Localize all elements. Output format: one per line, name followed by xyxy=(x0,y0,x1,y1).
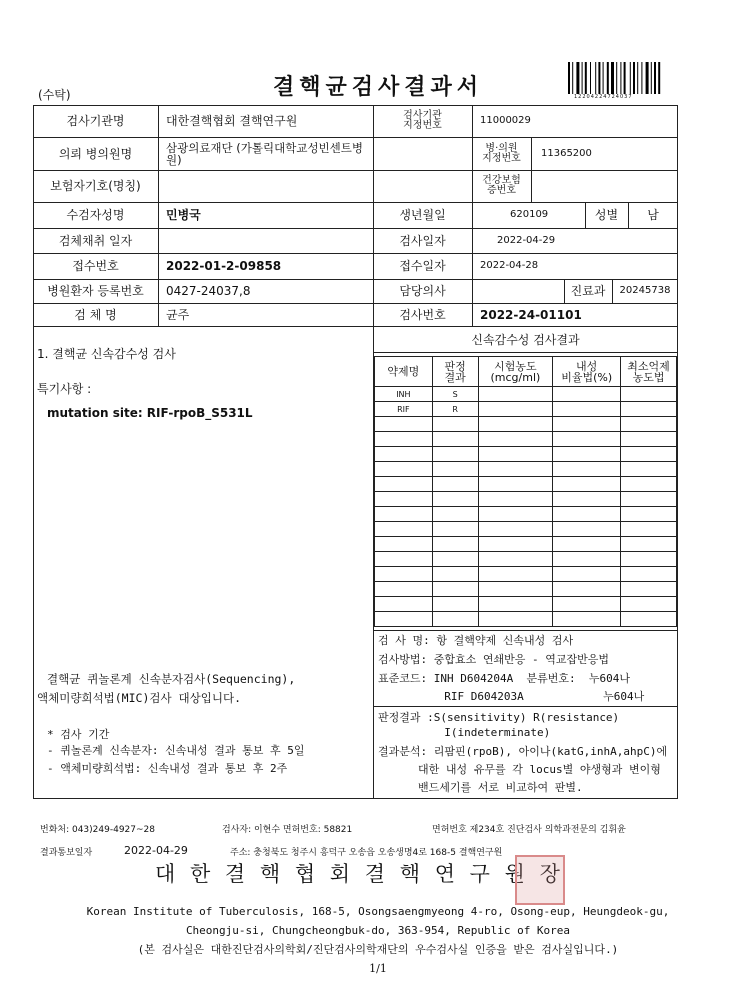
result-row xyxy=(375,402,677,417)
reg-label: 병원환자 등록번호 xyxy=(47,284,144,298)
receipt-label: 접수번호 xyxy=(72,259,119,273)
result-cell xyxy=(432,432,478,447)
period-title: * 검사 기간 xyxy=(47,728,110,741)
result-cell xyxy=(375,537,433,552)
collect-value xyxy=(166,228,371,253)
result-cell xyxy=(375,507,433,522)
patient-value: 민병국 xyxy=(166,208,201,222)
result-table xyxy=(374,356,677,627)
result-cell xyxy=(478,597,553,612)
result-row xyxy=(375,432,677,447)
result-cell xyxy=(478,477,553,492)
specimen-label: 검 체 명 xyxy=(74,307,117,322)
result-cell xyxy=(478,522,553,537)
analysis-3: 밴드세기를 서로 비교하여 판별. xyxy=(418,781,583,794)
result-cell xyxy=(432,612,478,627)
result-cell xyxy=(621,612,677,627)
result-cell xyxy=(478,492,553,507)
result-cell xyxy=(478,552,553,567)
lab-no-value: 11000029 xyxy=(480,115,531,126)
organization-kr: 대 한 결 핵 협 회 결 핵 연 구 원 장 xyxy=(155,862,564,886)
result-table-header xyxy=(375,357,677,387)
collect-label: 검체채취 일자 xyxy=(58,233,133,248)
barcode xyxy=(568,62,680,94)
result-cell: S xyxy=(432,387,478,402)
result-cell xyxy=(621,387,677,402)
result-row xyxy=(375,612,677,627)
result-cell xyxy=(478,387,553,402)
result-cell xyxy=(553,507,621,522)
insured-label: 보험자기호(명칭) xyxy=(50,179,141,193)
result-cell xyxy=(432,492,478,507)
hospital-no-value: 11365200 xyxy=(541,147,592,159)
dept-value: 20245738 xyxy=(619,285,671,296)
result-cell xyxy=(432,507,478,522)
period-2: - 액체미량희석법: 신속내성 결과 통보 후 2주 xyxy=(47,762,288,775)
dept-label: 진료과 xyxy=(570,284,606,298)
result-cell xyxy=(432,597,478,612)
organization-en-1: Korean Institute of Tuberculosis, 168-5, Osongsaengmyeong 4-ro, Osong-eup, Heungdeok-gu, xyxy=(86,905,670,918)
test-no-value: 2022-24-01101 xyxy=(480,307,582,322)
result-cell xyxy=(553,402,621,417)
result-cell xyxy=(621,492,677,507)
result-row xyxy=(375,477,677,492)
header-mic: 최소억제 농도법 xyxy=(621,357,677,387)
result-cell xyxy=(478,417,553,432)
result-cell xyxy=(375,477,433,492)
result-cell xyxy=(375,432,433,447)
result-row xyxy=(375,597,677,612)
insured-no-value xyxy=(541,170,671,202)
result-cell xyxy=(621,462,677,477)
header-proportion: 내성 비율법(%) xyxy=(553,357,621,387)
sex-label: 성별 xyxy=(594,208,619,222)
result-cell xyxy=(621,597,677,612)
result-cell xyxy=(432,447,478,462)
header-drug: 약제명 xyxy=(375,357,433,387)
result-cell xyxy=(375,492,433,507)
report-date-label: 결과통보일자 xyxy=(40,848,93,858)
organization-en-2: Cheongju-si, Chungcheongbuk-do, 363-954, Republic of Korea xyxy=(185,924,571,937)
result-cell xyxy=(432,462,478,477)
result-cell xyxy=(432,477,478,492)
test-item: 1. 결핵균 신속감수성 검사 xyxy=(37,347,176,361)
sex-value: 남 xyxy=(647,208,659,222)
lab-label: 검사기관명 xyxy=(66,114,125,128)
receipt-date-label: 접수일자 xyxy=(399,259,446,273)
result-cell xyxy=(621,402,677,417)
receipt-mark: (수탁) xyxy=(38,88,71,102)
standard-code-1: 표준코드: INH D604204A 분류번호: 누604나 xyxy=(378,672,630,685)
result-cell xyxy=(621,567,677,582)
test-no-label: 검사번호 xyxy=(399,307,446,322)
insured-value xyxy=(166,170,371,202)
result-cell xyxy=(432,537,478,552)
result-row xyxy=(375,387,677,402)
birth-value: 620109 xyxy=(510,209,549,220)
period-1: - 퀴놀론계 신속분자: 신속내성 결과 통보 후 5일 xyxy=(47,744,305,757)
patient-label: 수검자성명 xyxy=(66,208,125,222)
remarks-label: 특기사항 : xyxy=(37,382,92,396)
doctor-label: 담당의사 xyxy=(399,284,446,298)
document-title: 결핵균검사결과서 xyxy=(272,75,484,100)
note-line-2: 액체미량희석법(MIC)검사 대상입니다. xyxy=(37,691,241,705)
result-cell xyxy=(621,582,677,597)
hospital-value: 삼광의료재단 (가톨릭대학교성빈센트병원) xyxy=(166,140,363,167)
result-cell: R xyxy=(432,402,478,417)
result-cell xyxy=(375,447,433,462)
certification: (본 검사실은 대한진단검사의학회/진단검사의학재단의 우수검사실 인증을 받은 검사실입니다.) xyxy=(137,943,619,956)
result-cell xyxy=(478,567,553,582)
result-cell xyxy=(478,612,553,627)
result-table-title: 신속감수성 검사결과 xyxy=(471,332,580,347)
result-row xyxy=(375,492,677,507)
result-row xyxy=(375,537,677,552)
result-cell xyxy=(553,477,621,492)
result-cell xyxy=(553,552,621,567)
result-cell xyxy=(432,552,478,567)
official-seal xyxy=(515,855,565,905)
result-row xyxy=(375,447,677,462)
result-cell xyxy=(478,432,553,447)
test-name: 검 사 명: 항 결핵약제 신속내성 검사 xyxy=(378,634,574,647)
header-judgement: 판정 결과 xyxy=(432,357,478,387)
address-kr: 주소: 충청북도 청주시 흥덕구 오송읍 오송생명4로 168-5 결핵연구원 xyxy=(230,848,503,858)
result-cell xyxy=(621,552,677,567)
analysis-2: 대한 내성 유무를 각 locus별 야생형과 변이형 xyxy=(418,763,661,776)
result-row xyxy=(375,552,677,567)
result-cell xyxy=(621,507,677,522)
result-cell: INH xyxy=(375,387,433,402)
result-cell xyxy=(375,522,433,537)
result-cell xyxy=(478,537,553,552)
result-cell xyxy=(432,567,478,582)
result-cell xyxy=(621,522,677,537)
lab-no-label: 검사기관 지정번호 xyxy=(403,110,442,131)
result-row xyxy=(375,582,677,597)
specimen-value: 균주 xyxy=(166,307,190,322)
receipt-date-value: 2022-04-28 xyxy=(480,260,539,271)
result-cell xyxy=(478,447,553,462)
hospital-no-label: 병·의원 지정번호 xyxy=(482,142,521,164)
barcode-number: 12204224724037 xyxy=(574,94,633,100)
page-number: 1/1 xyxy=(369,962,387,975)
result-cell xyxy=(553,462,621,477)
birth-label: 생년월일 xyxy=(399,208,446,222)
result-cell xyxy=(621,447,677,462)
result-cell xyxy=(375,552,433,567)
result-cell xyxy=(553,432,621,447)
reg-value: 0427-24037,8 xyxy=(166,284,251,298)
result-row xyxy=(375,417,677,432)
result-cell xyxy=(553,567,621,582)
result-cell: RIF xyxy=(375,402,433,417)
result-cell xyxy=(478,582,553,597)
result-cell xyxy=(478,507,553,522)
tester: 검사자: 이현수 면허번호: 58821 xyxy=(222,825,353,835)
test-date-value: 2022-04-29 xyxy=(497,234,556,246)
result-cell xyxy=(553,612,621,627)
result-cell xyxy=(375,582,433,597)
result-cell xyxy=(621,537,677,552)
header-concentration: 시험농도 (mcg/ml) xyxy=(478,357,553,387)
result-cell xyxy=(375,417,433,432)
insured-no-label: 건강보험 증번호 xyxy=(482,175,521,196)
result-cell xyxy=(375,597,433,612)
result-cell xyxy=(621,417,677,432)
judgement-1: 판정결과 :S(sensitivity) R(resistance) xyxy=(378,711,620,724)
result-cell xyxy=(553,387,621,402)
result-row xyxy=(375,522,677,537)
license: 면허번호 제234호 진단검사 의학과전문의 김휘윤 xyxy=(432,825,626,835)
judgement-2: I(indeterminate) xyxy=(378,726,551,739)
result-cell xyxy=(478,402,553,417)
result-row xyxy=(375,462,677,477)
result-cell xyxy=(375,462,433,477)
phone: 번화처: 043)249-4927~28 xyxy=(40,825,155,835)
result-cell xyxy=(553,597,621,612)
result-cell xyxy=(432,522,478,537)
result-cell xyxy=(553,417,621,432)
result-cell xyxy=(553,522,621,537)
receipt-value: 2022-01-2-09858 xyxy=(166,259,282,273)
doctor-value xyxy=(480,279,560,303)
result-cell xyxy=(553,492,621,507)
result-cell xyxy=(621,477,677,492)
result-cell xyxy=(553,582,621,597)
result-cell xyxy=(432,582,478,597)
result-cell xyxy=(432,417,478,432)
mutation-site: mutation site: RIF-rpoB_S531L xyxy=(47,406,253,420)
result-cell xyxy=(553,537,621,552)
analysis-1: 결과분석: 리팜핀(rpoB), 아이나(katG,inhA,ahpC)에 xyxy=(378,745,668,758)
result-cell xyxy=(375,567,433,582)
note-line-1: 결핵균 퀴놀론계 신속분자검사(Sequencing), xyxy=(47,672,296,686)
hospital-label: 의뢰 병의원명 xyxy=(58,146,133,161)
result-cell xyxy=(621,432,677,447)
result-cell xyxy=(375,612,433,627)
test-method: 검사방법: 중합효소 연쇄반응 - 역교잡반응법 xyxy=(378,653,610,666)
test-date-label: 검사일자 xyxy=(399,233,446,248)
result-cell xyxy=(553,447,621,462)
lab-value: 대한결핵협회 결핵연구원 xyxy=(166,114,298,128)
standard-code-2: RIF D604203A 누604나 xyxy=(378,690,645,703)
result-cell xyxy=(478,462,553,477)
result-row xyxy=(375,507,677,522)
report-date: 2022-04-29 xyxy=(124,844,188,857)
result-row xyxy=(375,567,677,582)
